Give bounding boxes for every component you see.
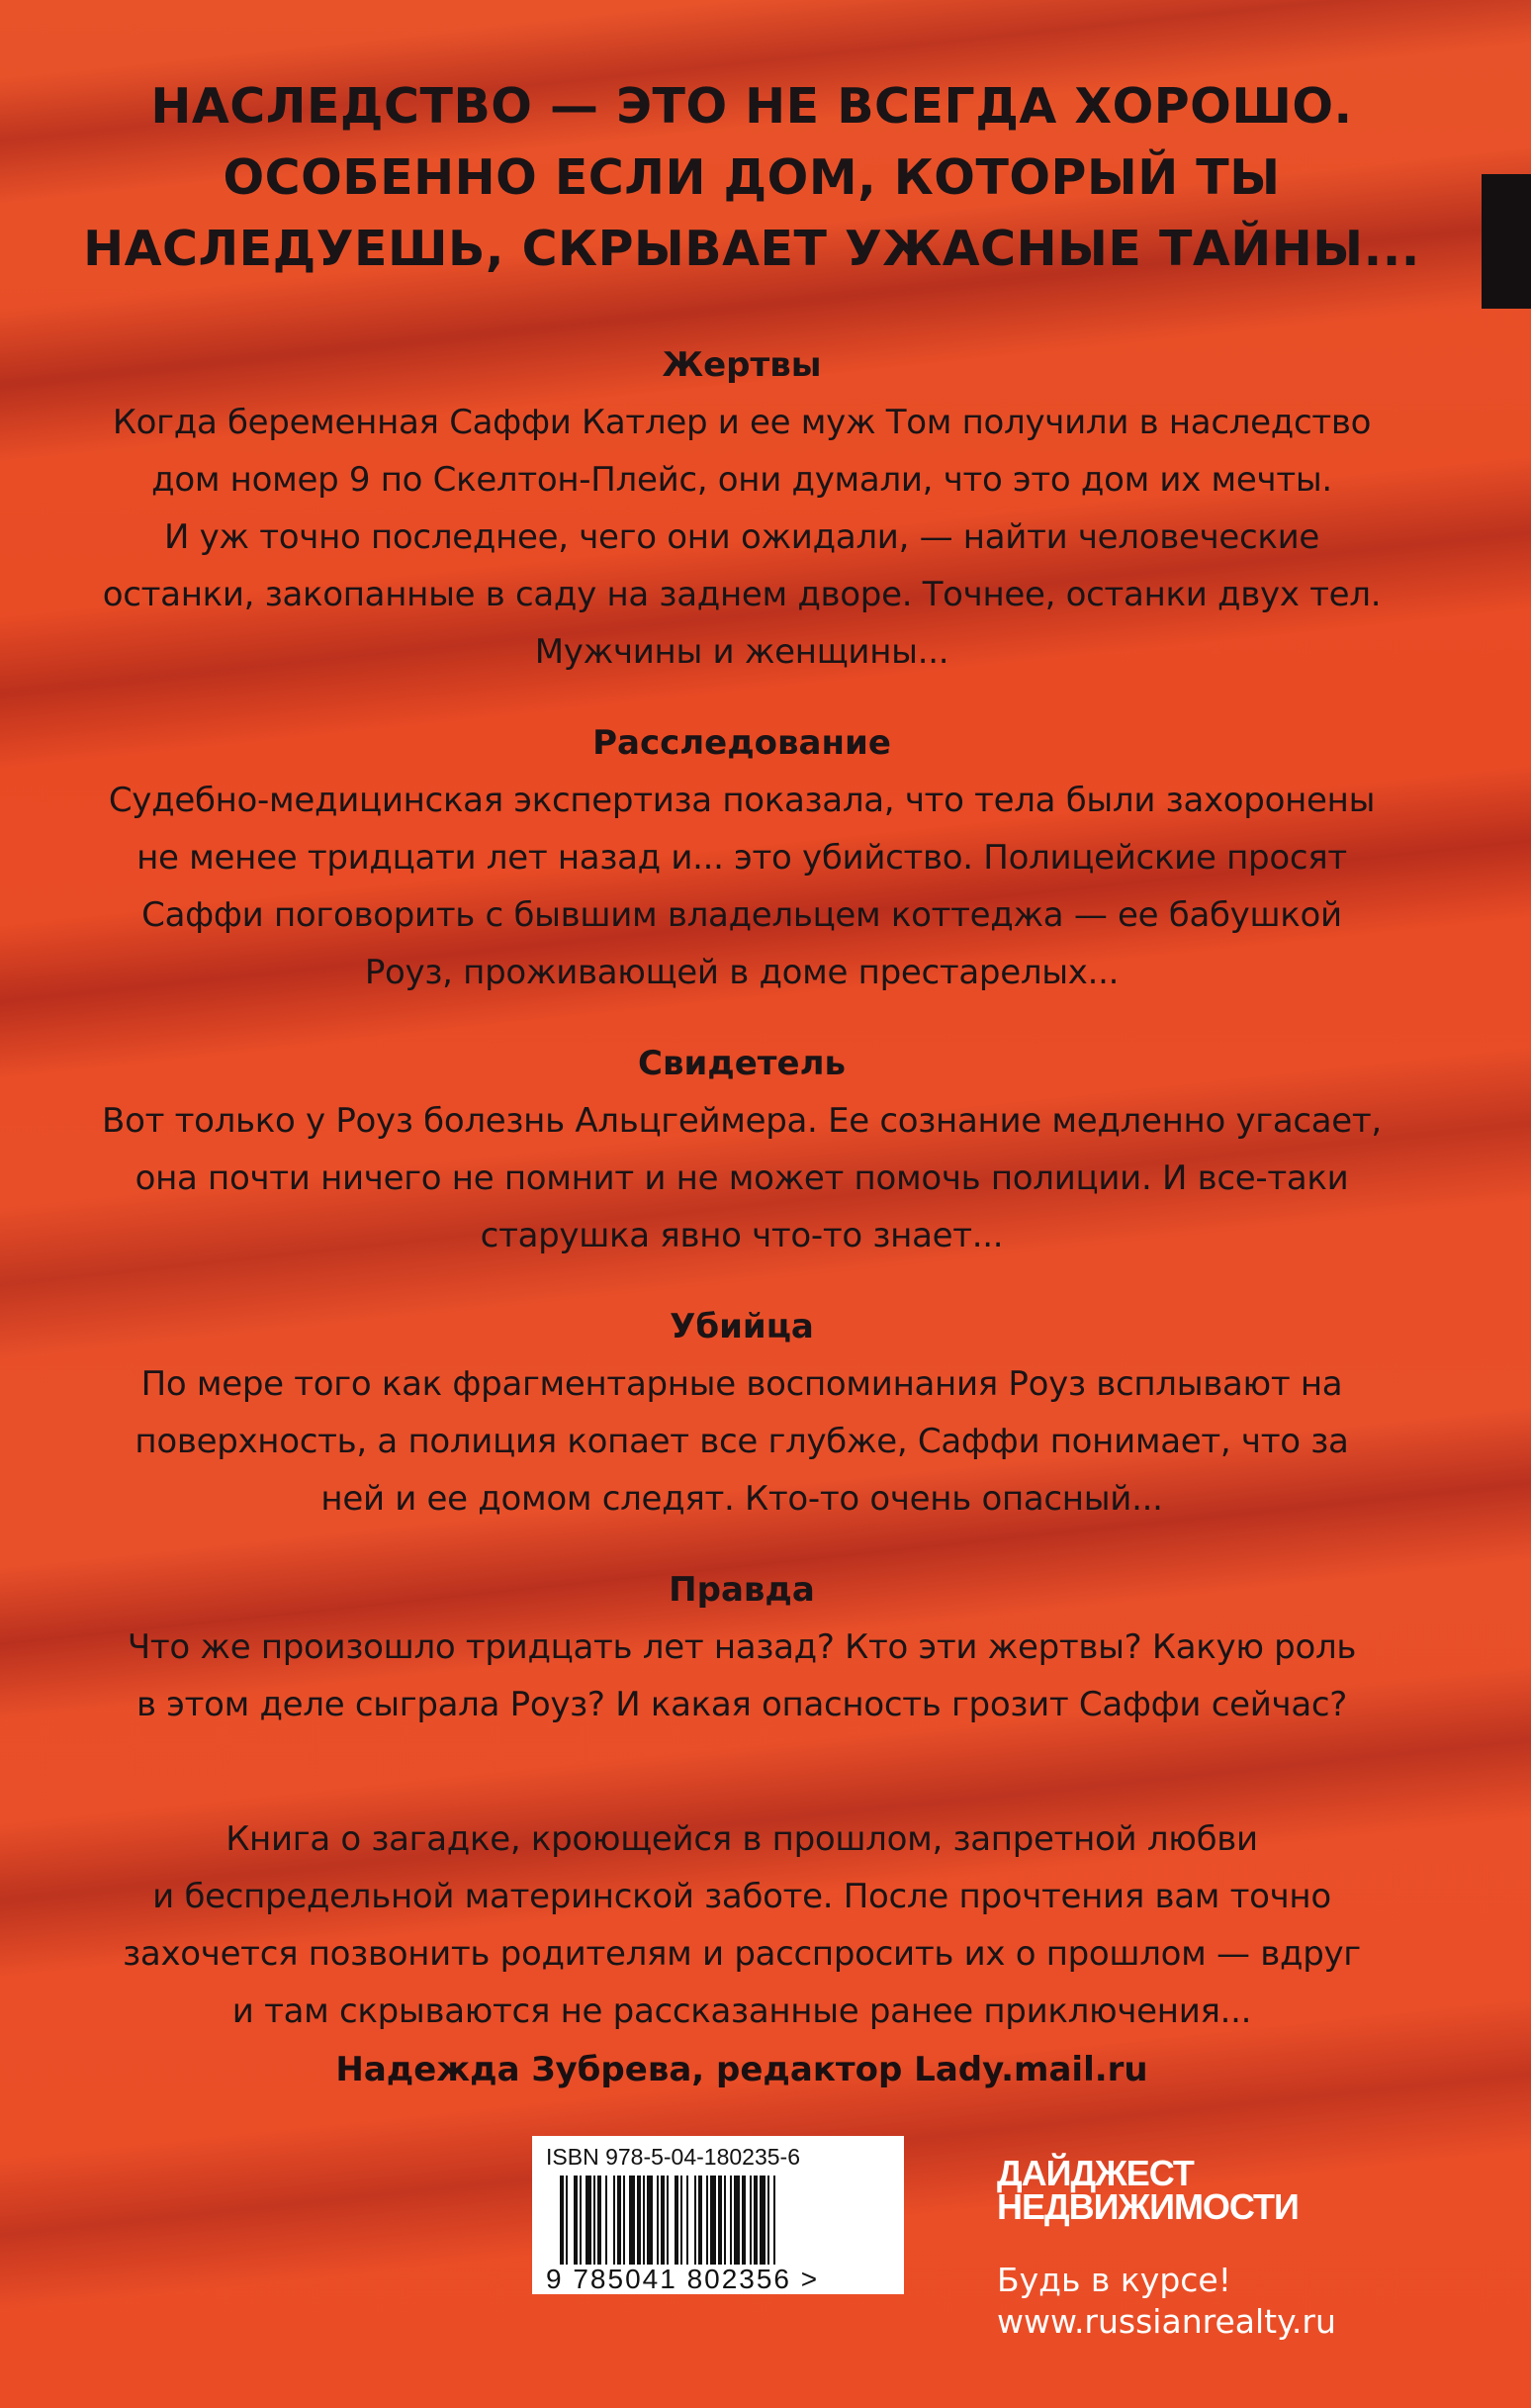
text-line: Судебно-медицинская экспертиза показала, что тела были захоронены [108, 781, 1376, 820]
text-line: Вот только у Роуз болезнь Альцгеймера. Ее сознание медленно угасает, [102, 1101, 1382, 1141]
text-line: захочется позвонить родителям и расспросить их о прошлом — вдруг [123, 1934, 1361, 1974]
section-title: Свидетель [638, 1044, 846, 1083]
barcode-digits: 9 785041 802356 > [546, 2264, 820, 2294]
headline-line: ОСОБЕННО ЕСЛИ ДОМ, КОТОРЫЙ ТЫ [223, 149, 1281, 206]
isbn-label: ISBN 978-5-04-180235-6 [546, 2144, 800, 2170]
section-text [40, 1092, 1444, 1264]
section-title: Убийца [670, 1307, 814, 1346]
section-truth [40, 1561, 1444, 1733]
text-line: и беспредельной материнской заботе. После прочтения вам точно [152, 1877, 1331, 1916]
section-victims [40, 336, 1444, 681]
edge-marker [1482, 174, 1531, 309]
text-line: Когда беременная Саффи Катлер и ее муж Том получили в наследство [112, 403, 1372, 442]
brand-line: НЕДВИЖИМОСТИ [997, 2186, 1299, 2227]
text-line: Роуз, проживающей в доме престарелых... [364, 953, 1120, 992]
brand-logo [997, 2153, 1472, 2227]
barcode-gap [775, 2176, 779, 2265]
text-line: По мере того как фрагментарные воспоминания Роуз всплывают на [140, 1364, 1343, 1404]
text-line: дом номер 9 по Скелтон-Плейс, они думали, что это дом их мечты. [151, 460, 1332, 500]
section-investigation [40, 714, 1444, 1001]
section-title: Расследование [592, 723, 891, 763]
text-line: старушка явно что-то знает... [480, 1216, 1004, 1255]
section-text [40, 1619, 1444, 1733]
promo-text [997, 2260, 1472, 2343]
section-text [40, 1355, 1444, 1528]
synopsis [40, 336, 1444, 1767]
headline-line: НАСЛЕДУЕШЬ, СКРЫВАЕТ УЖАСНЫЕ ТАЙНЫ... [83, 221, 1420, 277]
section-killer [40, 1298, 1444, 1528]
text-line: и там скрываются не рассказанные ранее приключения... [231, 1991, 1252, 2031]
review-author: Надежда Зубрева, редактор Lady.mail.ru [335, 2050, 1148, 2089]
text-line: останки, закопанные в саду на заднем дворе. Точнее, останки двух тел. [102, 575, 1382, 614]
promo-tagline: Будь в курсе! [997, 2261, 1231, 2299]
text-line: в этом деле сыграла Роуз? И какая опасность грозит Саффи сейчас? [135, 1685, 1347, 1724]
headline-line: НАСЛЕДСТВО — ЭТО НЕ ВСЕГДА ХОРОШО. [150, 78, 1353, 135]
section-title: Жертвы [662, 345, 822, 385]
text-line: И уж точно последнее, чего они ожидали, — найти человеческие [163, 517, 1320, 557]
section-text [40, 772, 1444, 1001]
text-line: Книга о загадке, кроющейся в прошлом, запретной любви [225, 1819, 1258, 1859]
section-witness [40, 1035, 1444, 1264]
section-text [40, 394, 1444, 681]
text-line: она почти ничего не помнит и не может помочь полиции. И все-таки [135, 1158, 1349, 1198]
text-line: Что же произошло тридцать лет назад? Кто эти жертвы? Какую роль [127, 1627, 1357, 1667]
text-line: Саффи поговорить с бывшим владельцем коттеджа — ее бабушкой [141, 895, 1342, 935]
promo-block [997, 2153, 1472, 2343]
isbn-barcode [532, 2136, 904, 2294]
barcode-bars [560, 2176, 890, 2265]
review-quote [40, 1810, 1444, 2099]
text-line: не менее тридцати лет назад и... это убийство. Полицейские просят [136, 838, 1347, 878]
text-line: Мужчины и женщины... [534, 632, 949, 672]
text-line: поверхность, а полиция копает все глубже, Саффи понимает, что за [135, 1422, 1349, 1461]
section-title: Правда [669, 1570, 815, 1610]
review-text [40, 1810, 1444, 2040]
brand-line: ДАЙДЖЕСТ [997, 2153, 1194, 2193]
headline [59, 71, 1444, 285]
promo-url: www.russianrealty.ru [997, 2302, 1336, 2341]
text-line: ней и ее домом следят. Кто-то очень опасный... [320, 1479, 1163, 1519]
